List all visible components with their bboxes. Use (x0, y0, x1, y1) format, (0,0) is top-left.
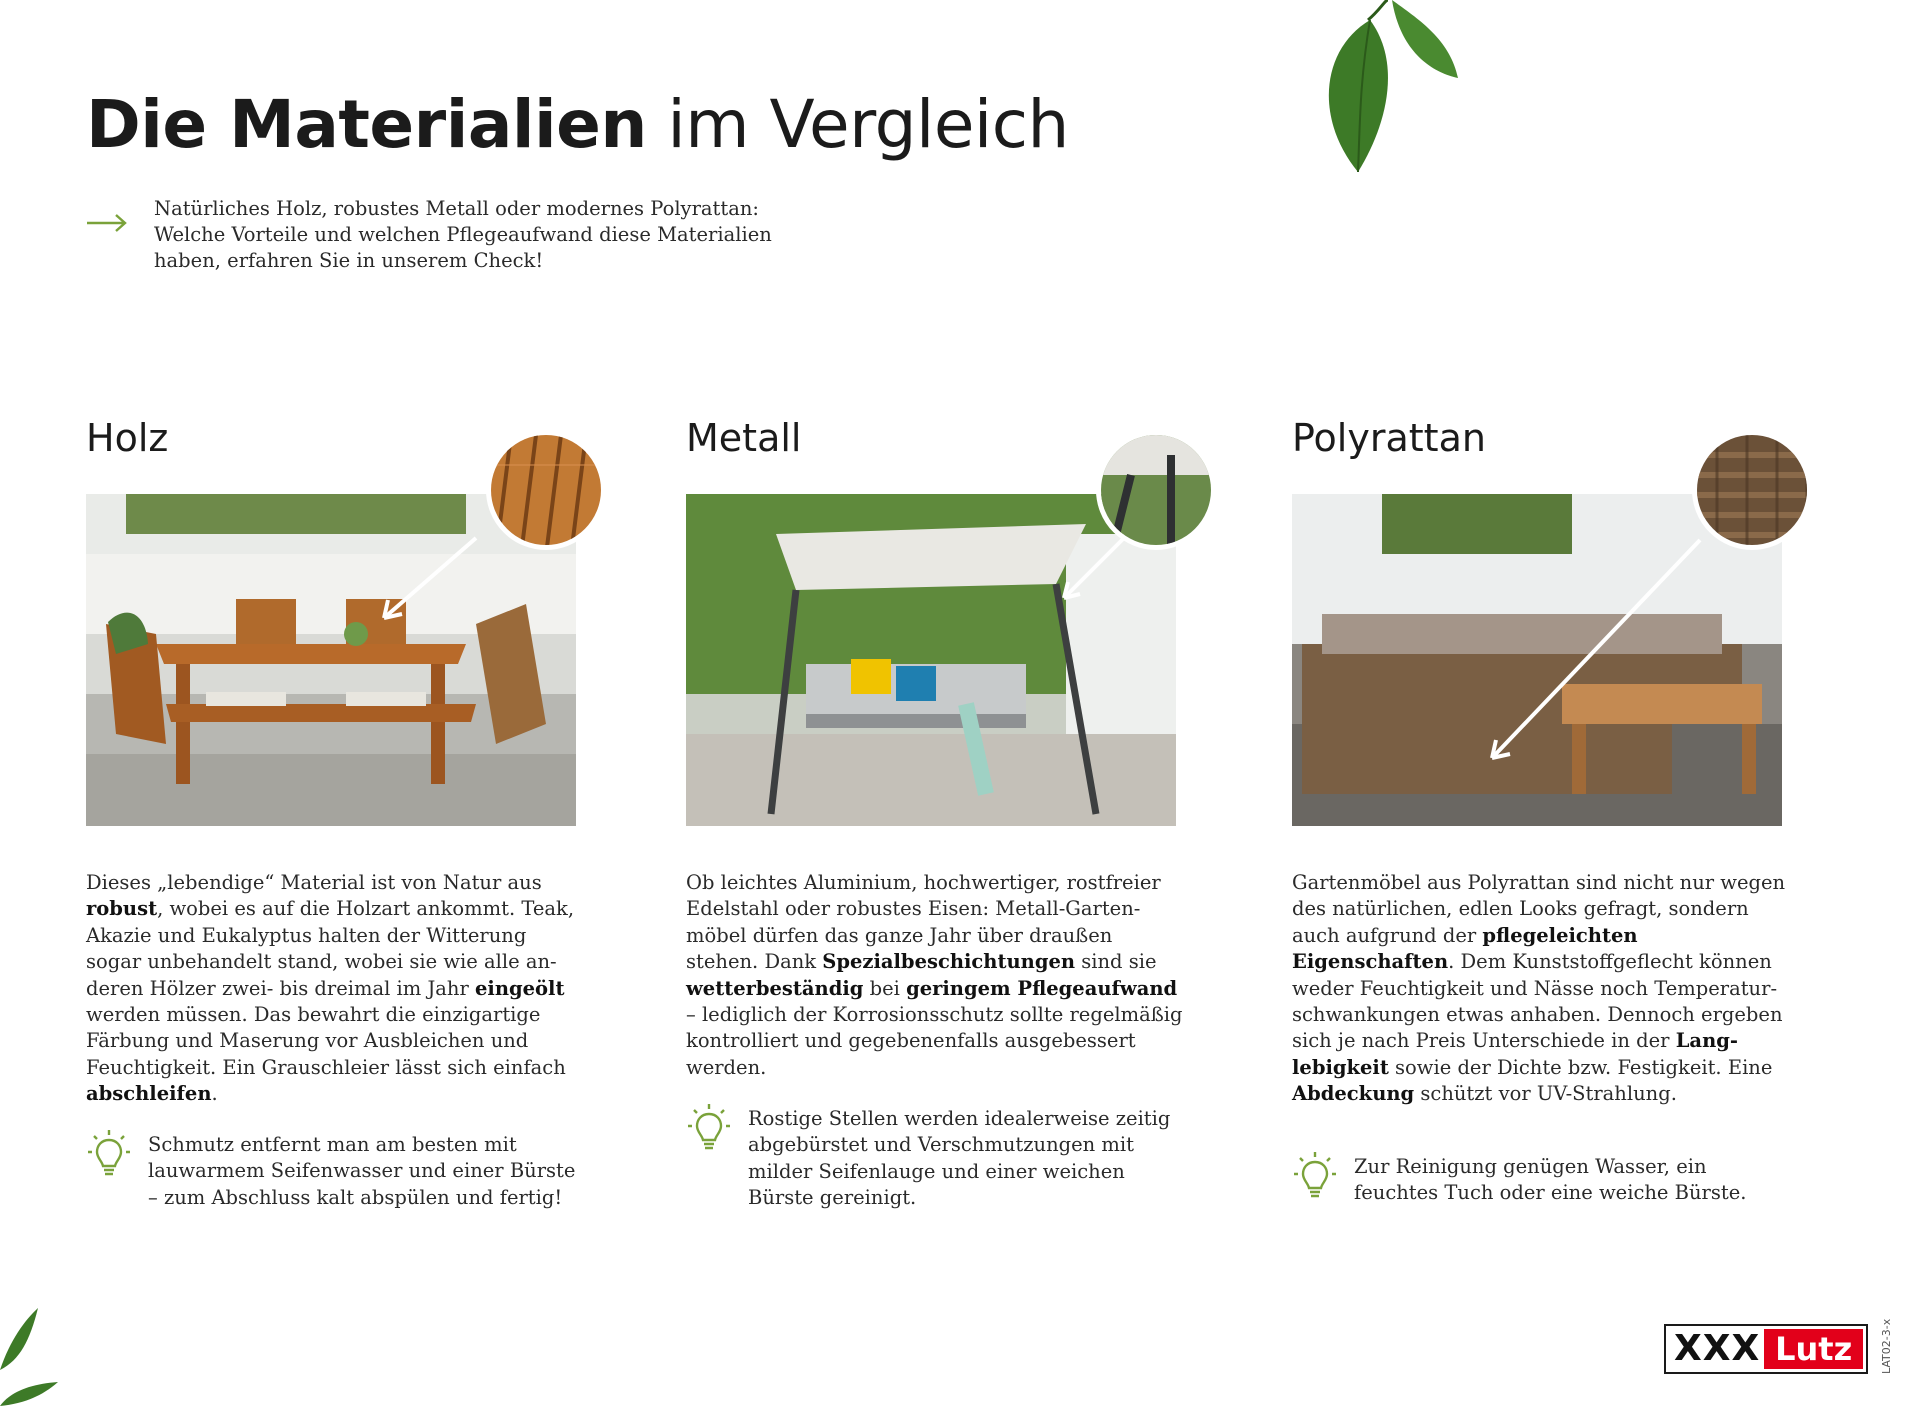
column-body-text: Gartenmöbel aus Polyrattan sind nicht nur wegen des natürlichen, edlen Looks gefragt, sondern auch aufgrund der pflegeleichten Eigenschaften. Dem Kunststoffgeflecht können weder Feuchtigkeit und Nässe noch Temperaturschwankungen etwas anhaben. Dennoch ergeben sich je nach Preis Unterschiede in der Langlebigkeit sowie der Dichte bzw. Festigkeit. Eine Abdeckung schützt vor UV-Strahlung. (1292, 871, 1786, 1106)
photo-wood-dining-set (86, 494, 576, 826)
document-code: LAT02-3-x (1880, 1318, 1893, 1374)
emphasis: pflegeleichten Eigenschaften (1292, 923, 1638, 974)
emphasis: wetterbeständig (686, 976, 864, 1000)
leaf-decoration-icon (0, 1300, 70, 1406)
intro-text: Natürliches Holz, robustes Metall oder modernes Polyrattan: Welche Vorteile und welchen Pflegeaufwand diese Materialien haben, erfahren Sie in unserem Check! (154, 197, 772, 272)
column-polyrattan (1292, 410, 1812, 1205)
column-heading: Polyrattan (1292, 416, 1486, 460)
lightbulb-icon (1292, 1150, 1338, 1200)
tip-box (686, 1106, 1186, 1212)
detail-wood-grain (486, 430, 606, 550)
logo-lutz: Lutz (1764, 1329, 1863, 1369)
pointer-arrow-icon (376, 530, 496, 630)
lightbulb-icon (86, 1128, 132, 1178)
arrow-right-icon (86, 212, 128, 234)
intro (86, 196, 786, 274)
tip-text: Rostige Stellen werden idealerweise zeitig abgebürstet und Verschmutzungen mit milder Seifenlauge und einer weichen Bürste gereinigt. (748, 1107, 1171, 1210)
column-heading: Holz (86, 416, 169, 460)
page-title: Die Materialien im Vergleich (86, 86, 1069, 163)
column-heading: Metall (686, 416, 802, 460)
tip-box (1292, 1154, 1792, 1207)
logo-xxx: XXX (1674, 1328, 1761, 1369)
pointer-arrow-icon (1056, 530, 1136, 610)
column-metall (686, 410, 1206, 1210)
emphasis: Langlebigkeit (1292, 1029, 1738, 1079)
emphasis: abschleifen (86, 1082, 212, 1106)
emphasis: eingeölt (475, 976, 565, 1000)
pointer-arrow-icon (1482, 530, 1712, 770)
emphasis: geringem Pflegeaufwand (906, 976, 1178, 1000)
leaf-decoration-icon (1300, 0, 1480, 180)
xxxlutz-logo (1664, 1324, 1868, 1374)
column-body-text: Ob leichtes Aluminium, hochwertiger, rostfreier Edelstahl oder robustes Eisen: Metall-Gartenmöbel dürfen das ganze Jahr über draußen stehen. Dank Spezialbeschichtungen sind sie wetterbeständig bei geringem Pflegeaufwand – lediglich der Korrosionsschutz sollte regelmäßig kontrolliert und gegebenenfalls ausgebessert werden. (686, 871, 1183, 1079)
emphasis: robust (86, 897, 158, 921)
tip-text: Schmutz entfernt man am besten mit lauwarmem Seifenwasser und einer Bürste – zum Abschluss kalt abspülen und fertig! (148, 1133, 576, 1209)
column-holz (86, 410, 606, 1209)
lightbulb-icon (686, 1102, 732, 1152)
tip-box (86, 1132, 586, 1211)
emphasis: Abdeckung (1292, 1082, 1415, 1106)
column-body-text: Dieses „lebendige“ Material ist von Natur aus robust, wobei es auf die Holzart ankommt. Teak, Akazie und Eukalyptus halten der Witterung sogar unbehandelt stand, wobei sie wie alle anderen Hölzer zwei- bis dreimal im Jahr eingeölt werden müssen. Das bewahrt die einzigartige Färbung und Maserung vor Ausbleichen und Feuchtigkeit. Ein Grauschleier lässt sich einfach abschleifen. (86, 871, 575, 1106)
tip-text: Zur Reinigung genügen Wasser, ein feuchtes Tuch oder eine weiche Bürste. (1354, 1155, 1747, 1205)
emphasis: Spezialbeschichtungen (822, 950, 1076, 974)
